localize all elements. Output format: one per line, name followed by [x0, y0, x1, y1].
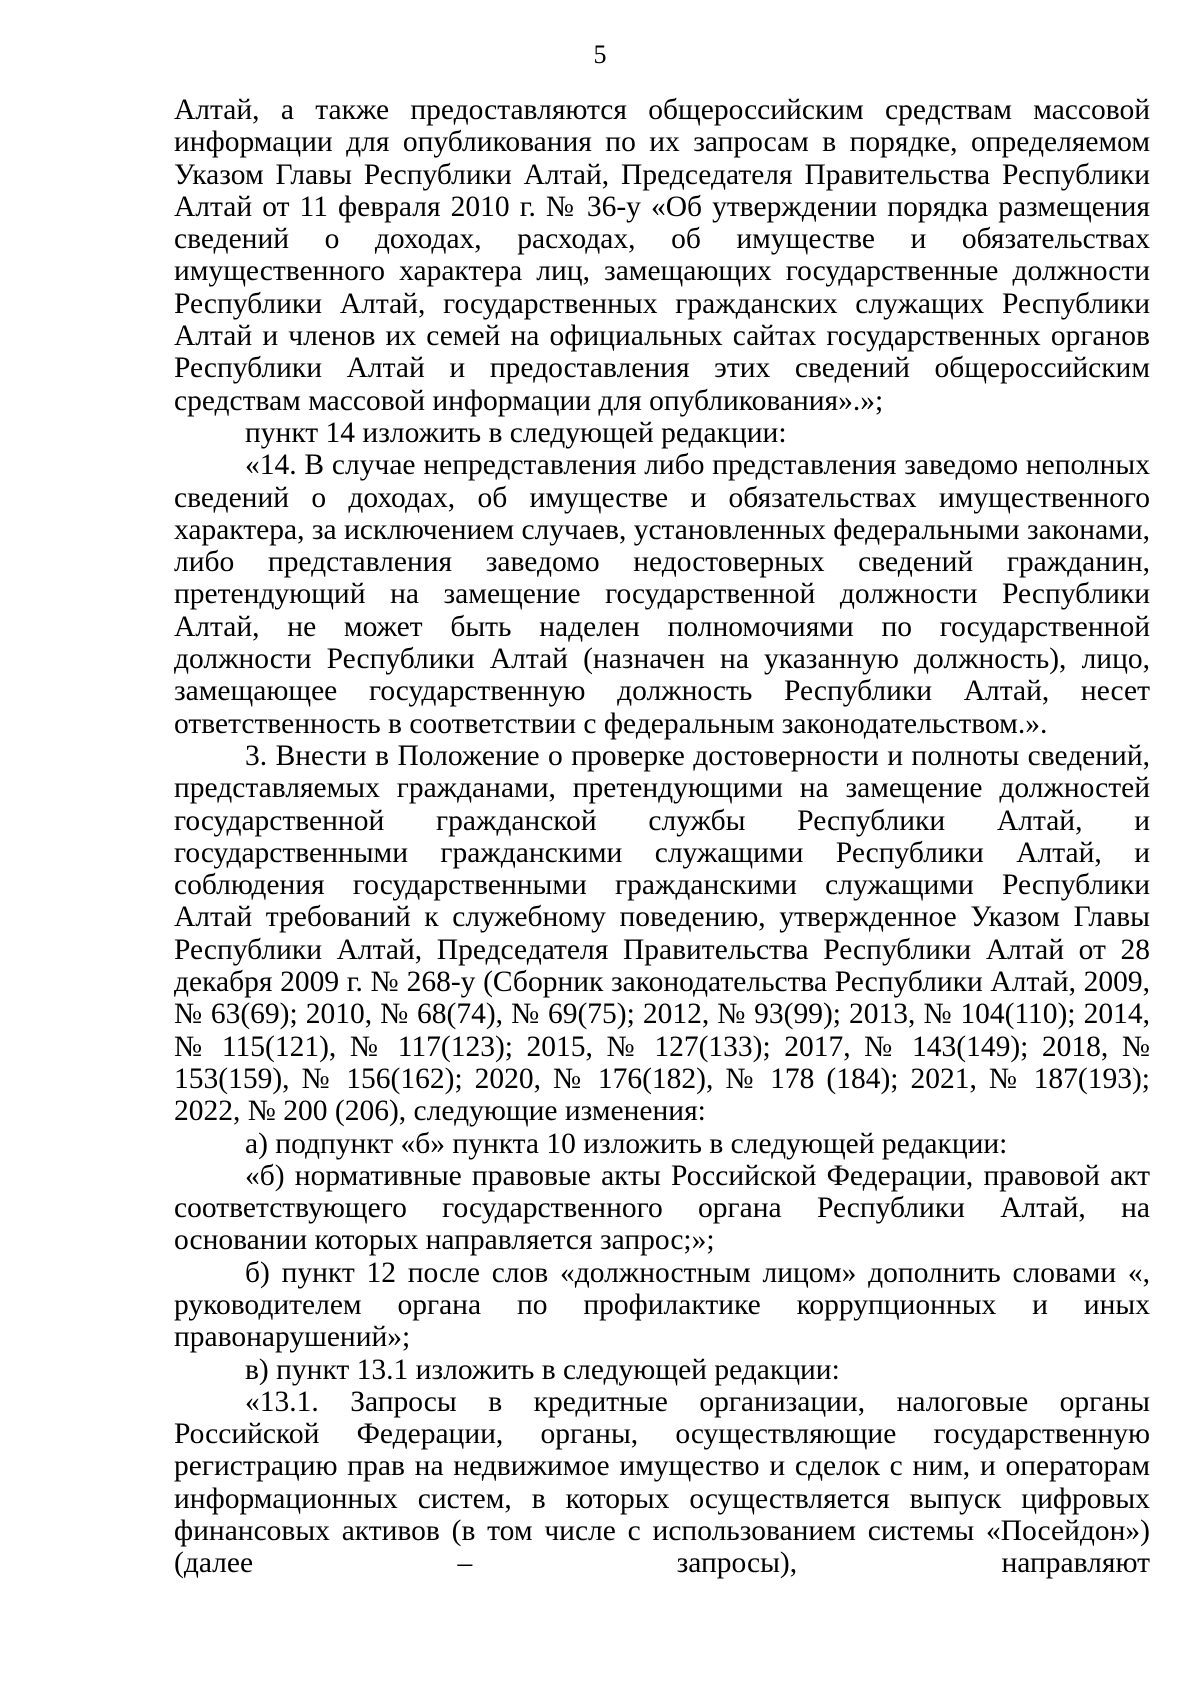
paragraph-continuation: Алтай, а также предоставляются общероссийским средствам массовой информации для опубликования по их запросам в порядке, определяемом Указом Главы Республики Алтай, Председателя Правительства Республики Алтай от 11 февраля 2010 г. № 36-у «Об утверждении порядка размещения сведений о доходах, расходах, об имуществе и обязательствах имущественного характера лиц, замещающих государственные должности Республики Алтай, государственных гражданских служащих Республики Алтай и членов их семей на официальных сайтах государственных органов Республики Алтай и предоставления этих сведений общероссийским средствам массовой информации для опубликования».»;	[174, 94, 1150, 417]
page-number: 5	[593, 40, 607, 69]
paragraph-subitem-a: а) подпункт «б» пункта 10 изложить в следующей редакции:	[245, 1127, 1008, 1160]
paragraph-section-3: 3. Внести в Положение о проверке достоверности и полноты сведений, представляемых гражданами, претендующими на замещение должностей государственной гражданской службы Республики Алтай, и государственными гражданскими служащими Республики Алтай, и соблюдения государственными гражданскими служащими Республики Алтай требований к служебному поведению, утвержденное Указом Главы Республики Алтай, Председателя Правительства Республики Алтай от 28 декабря 2009 г. № 268-у (Сборник законодательства Республики Алтай, 2009, № 63(69); 2010, № 68(74), № 69(75); 2012, № 93(99); 2013, № 104(110); 2014, № 115(121), № 117(123); 2015, № 127(133); 2017, № 143(149); 2018, № 153(159), № 156(162); 2020, № 176(182), № 178 (184); 2021, № 187(193); 2022, № 200 (206), следующие изменения:	[174, 739, 1150, 1128]
paragraph-subitem-v: в) пункт 13.1 изложить в следующей редакции:	[245, 1353, 840, 1386]
paragraph-item-14-text: «14. В случае непредставления либо представления заведомо неполных сведений о доходах, об имуществе и обязательствах имущественного характера, за исключением случаев, установленных федеральными законами, либо представления заведомо недостоверных сведений гражданин, претендующий на замещение государственной должности Республики Алтай, не может быть наделен полномочиями по государственной должности Республики Алтай (назначен на указанную должность), лицо, замещающее государственную должность Республики Алтай, несет ответственность в соответствии с федеральным законодательством.».	[174, 449, 1150, 740]
paragraph-subitem-a-text: «б) нормативные правовые акты Российской Федерации, правовой акт соответствующего государственного органа Республики Алтай, на основании которых направляется запрос;»;	[174, 1159, 1150, 1257]
paragraph-subitem-b: б) пункт 12 после слов «должностным лицом» дополнить словами «, руководителем органа по профилактике коррупционных и иных правонарушений»;	[174, 1256, 1150, 1354]
paragraph-item-14-heading: пункт 14 изложить в следующей редакции:	[245, 416, 787, 449]
document-body	[174, 94, 1150, 1580]
paragraph-item-13-1-text: «13.1. Запросы в кредитные организации, налоговые органы Российской Федерации, органы, осуществляющие государственную регистрацию прав на недвижимое имущество и сделок с ним, и операторам информационных систем, в которых осуществляется выпуск цифровых финансовых активов (в том числе с использованием системы «Посейдон») (далее – запросы), направляют	[174, 1385, 1150, 1580]
